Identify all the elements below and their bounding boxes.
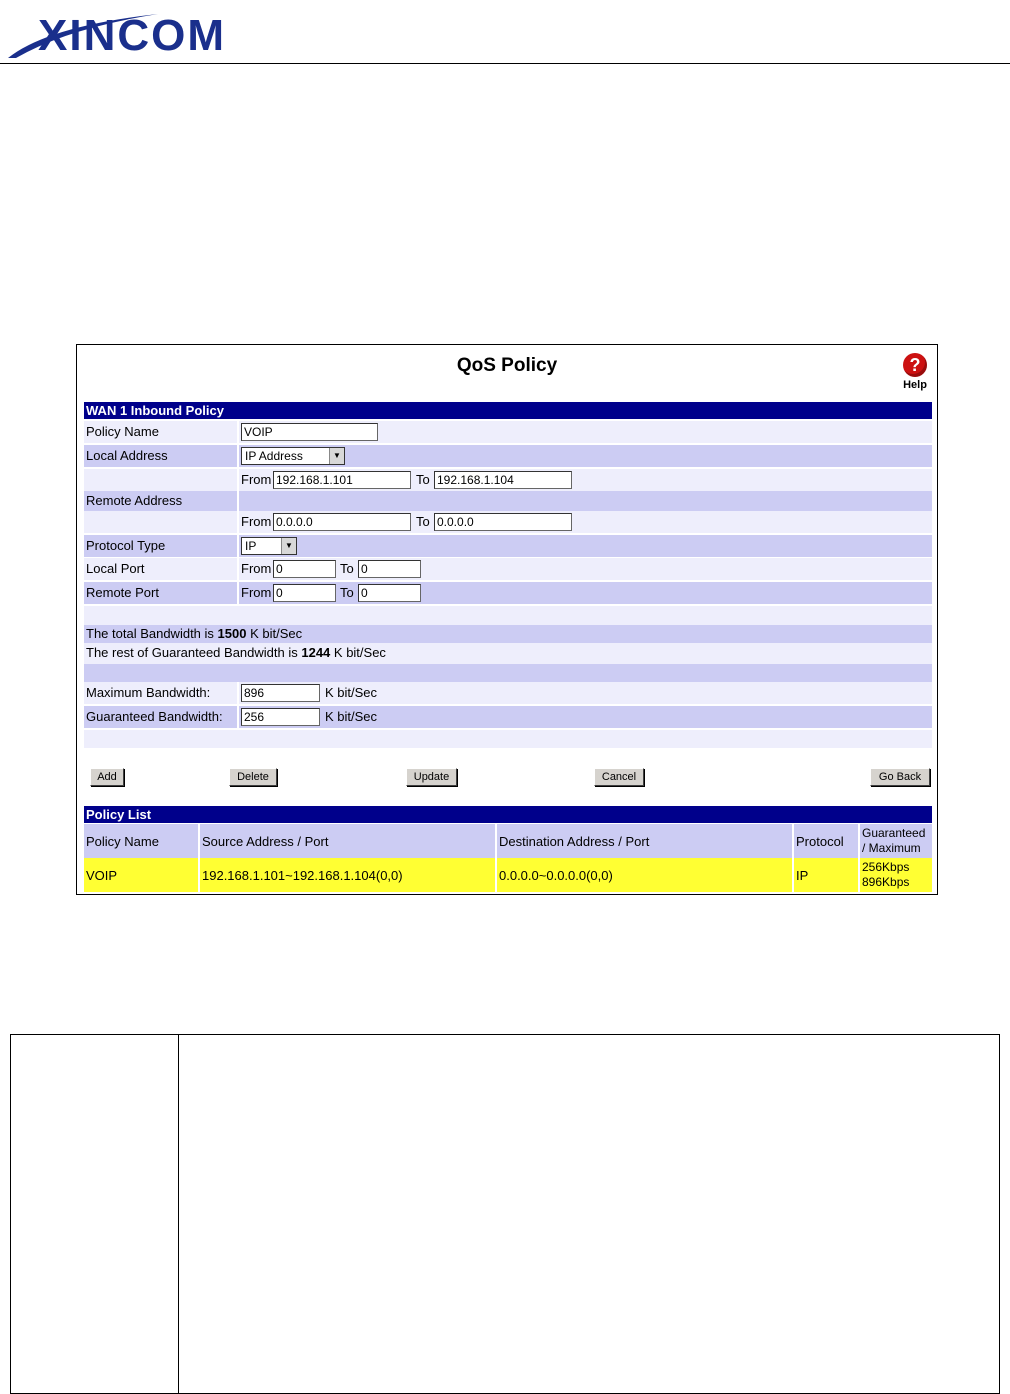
local-from-label: From xyxy=(241,472,272,487)
policy-list-header: Policy List xyxy=(84,806,932,823)
max-bandwidth-label: Maximum Bandwidth: xyxy=(86,685,211,700)
max-bandwidth-unit: K bit/Sec xyxy=(325,685,378,700)
local-port-from-label: From xyxy=(241,561,272,576)
policy-name-label: Policy Name xyxy=(86,424,159,439)
remote-to-label: To xyxy=(416,514,430,529)
local-port-to-input[interactable]: 0 xyxy=(358,560,421,578)
local-port-from-input[interactable]: 0 xyxy=(273,560,336,578)
row-policy-name: VOIP xyxy=(86,867,118,883)
local-address-row xyxy=(84,445,932,467)
remote-port-from-label: From xyxy=(241,585,272,600)
col-destination: Destination Address / Port xyxy=(496,824,793,858)
local-address-label: Local Address xyxy=(86,448,168,463)
local-port-row xyxy=(84,558,932,580)
protocol-type-value: IP xyxy=(245,539,257,553)
remote-port-label: Remote Port xyxy=(86,585,159,600)
remote-port-row xyxy=(84,582,932,604)
total-bandwidth-value: 1500 xyxy=(217,626,247,641)
col-policy-name: Policy Name xyxy=(86,833,159,849)
page-title: QoS Policy xyxy=(456,355,558,376)
help-button[interactable] xyxy=(901,353,929,391)
rest-bandwidth-text: The rest of Guaranteed Bandwidth is 1244 K bit/Sec xyxy=(86,645,386,660)
header-rule xyxy=(0,63,1010,64)
guaranteed-bandwidth-label: Guaranteed Bandwidth: xyxy=(86,709,223,724)
protocol-type-select[interactable] xyxy=(241,537,297,555)
col-source: Source Address / Port xyxy=(199,824,496,858)
remote-from-label: From xyxy=(241,514,272,529)
policy-list-table xyxy=(84,824,932,892)
remote-address-label: Remote Address xyxy=(86,493,183,508)
row-destination: 0.0.0.0~0.0.0.0(0,0) xyxy=(496,858,793,892)
policy-name-input[interactable]: VOIP xyxy=(241,423,378,441)
remote-address-row xyxy=(84,491,932,511)
guaranteed-bandwidth-unit: K bit/Sec xyxy=(325,709,378,724)
chevron-down-icon: ▼ xyxy=(281,538,296,554)
col-guaranteed-maximum: Guaranteed / Maximum xyxy=(859,824,932,858)
rest-bandwidth-row xyxy=(84,643,932,664)
table-divider xyxy=(178,1035,179,1393)
action-buttons xyxy=(84,768,932,788)
guaranteed-bandwidth-row xyxy=(84,706,932,728)
chevron-down-icon: ▼ xyxy=(329,448,344,464)
local-port-label: Local Port xyxy=(86,561,145,576)
logo-text: XINCOM xyxy=(38,11,226,60)
remote-port-from-input[interactable]: 0 xyxy=(273,584,336,602)
xincom-logo xyxy=(8,6,318,60)
add-button[interactable]: Add xyxy=(90,768,124,786)
remote-port-to-label: To xyxy=(340,585,354,600)
local-address-type-select[interactable] xyxy=(241,447,345,465)
local-to-label: To xyxy=(416,472,430,487)
delete-button[interactable]: Delete xyxy=(229,768,277,786)
description-table xyxy=(10,1034,1000,1394)
remote-range-row xyxy=(84,511,932,533)
rest-bandwidth-value: 1244 xyxy=(301,645,331,660)
go-back-button[interactable]: Go Back xyxy=(870,768,930,786)
total-bandwidth-text: The total Bandwidth is 1500 K bit/Sec xyxy=(86,626,303,641)
update-button[interactable]: Update xyxy=(406,768,457,786)
row-protocol: IP xyxy=(793,858,859,892)
cancel-button[interactable]: Cancel xyxy=(594,768,644,786)
row-source: 192.168.1.101~192.168.1.104(0,0) xyxy=(199,858,496,892)
policy-list-header-row xyxy=(84,824,932,858)
max-bandwidth-input[interactable]: 896 xyxy=(241,684,320,702)
row-guaranteed-maximum: 256Kbps 896Kbps xyxy=(859,858,932,892)
policy-name-row xyxy=(84,421,932,443)
remote-port-to-input[interactable]: 0 xyxy=(358,584,421,602)
spacer-row xyxy=(84,730,932,748)
protocol-type-label: Protocol Type xyxy=(86,538,166,553)
table-row[interactable] xyxy=(84,858,932,892)
local-to-input[interactable]: 192.168.1.104 xyxy=(434,471,572,489)
remote-from-input[interactable]: 0.0.0.0 xyxy=(273,513,411,531)
help-label: Help xyxy=(903,379,927,391)
total-bandwidth-row xyxy=(84,625,932,643)
max-bandwidth-row xyxy=(84,682,932,704)
spacer-row xyxy=(84,606,932,625)
protocol-type-row xyxy=(84,535,932,557)
section-header-inbound-policy: WAN 1 Inbound Policy xyxy=(84,402,932,419)
guaranteed-bandwidth-input[interactable]: 256 xyxy=(241,708,320,726)
col-protocol: Protocol xyxy=(793,824,859,858)
spacer-row xyxy=(84,664,932,682)
local-range-row xyxy=(84,469,932,491)
help-icon: ? xyxy=(903,353,927,377)
qos-policy-window xyxy=(76,344,938,895)
local-port-to-label: To xyxy=(340,561,354,576)
remote-to-input[interactable]: 0.0.0.0 xyxy=(434,513,572,531)
local-from-input[interactable]: 192.168.1.101 xyxy=(273,471,411,489)
local-address-type-value: IP Address xyxy=(245,449,303,463)
